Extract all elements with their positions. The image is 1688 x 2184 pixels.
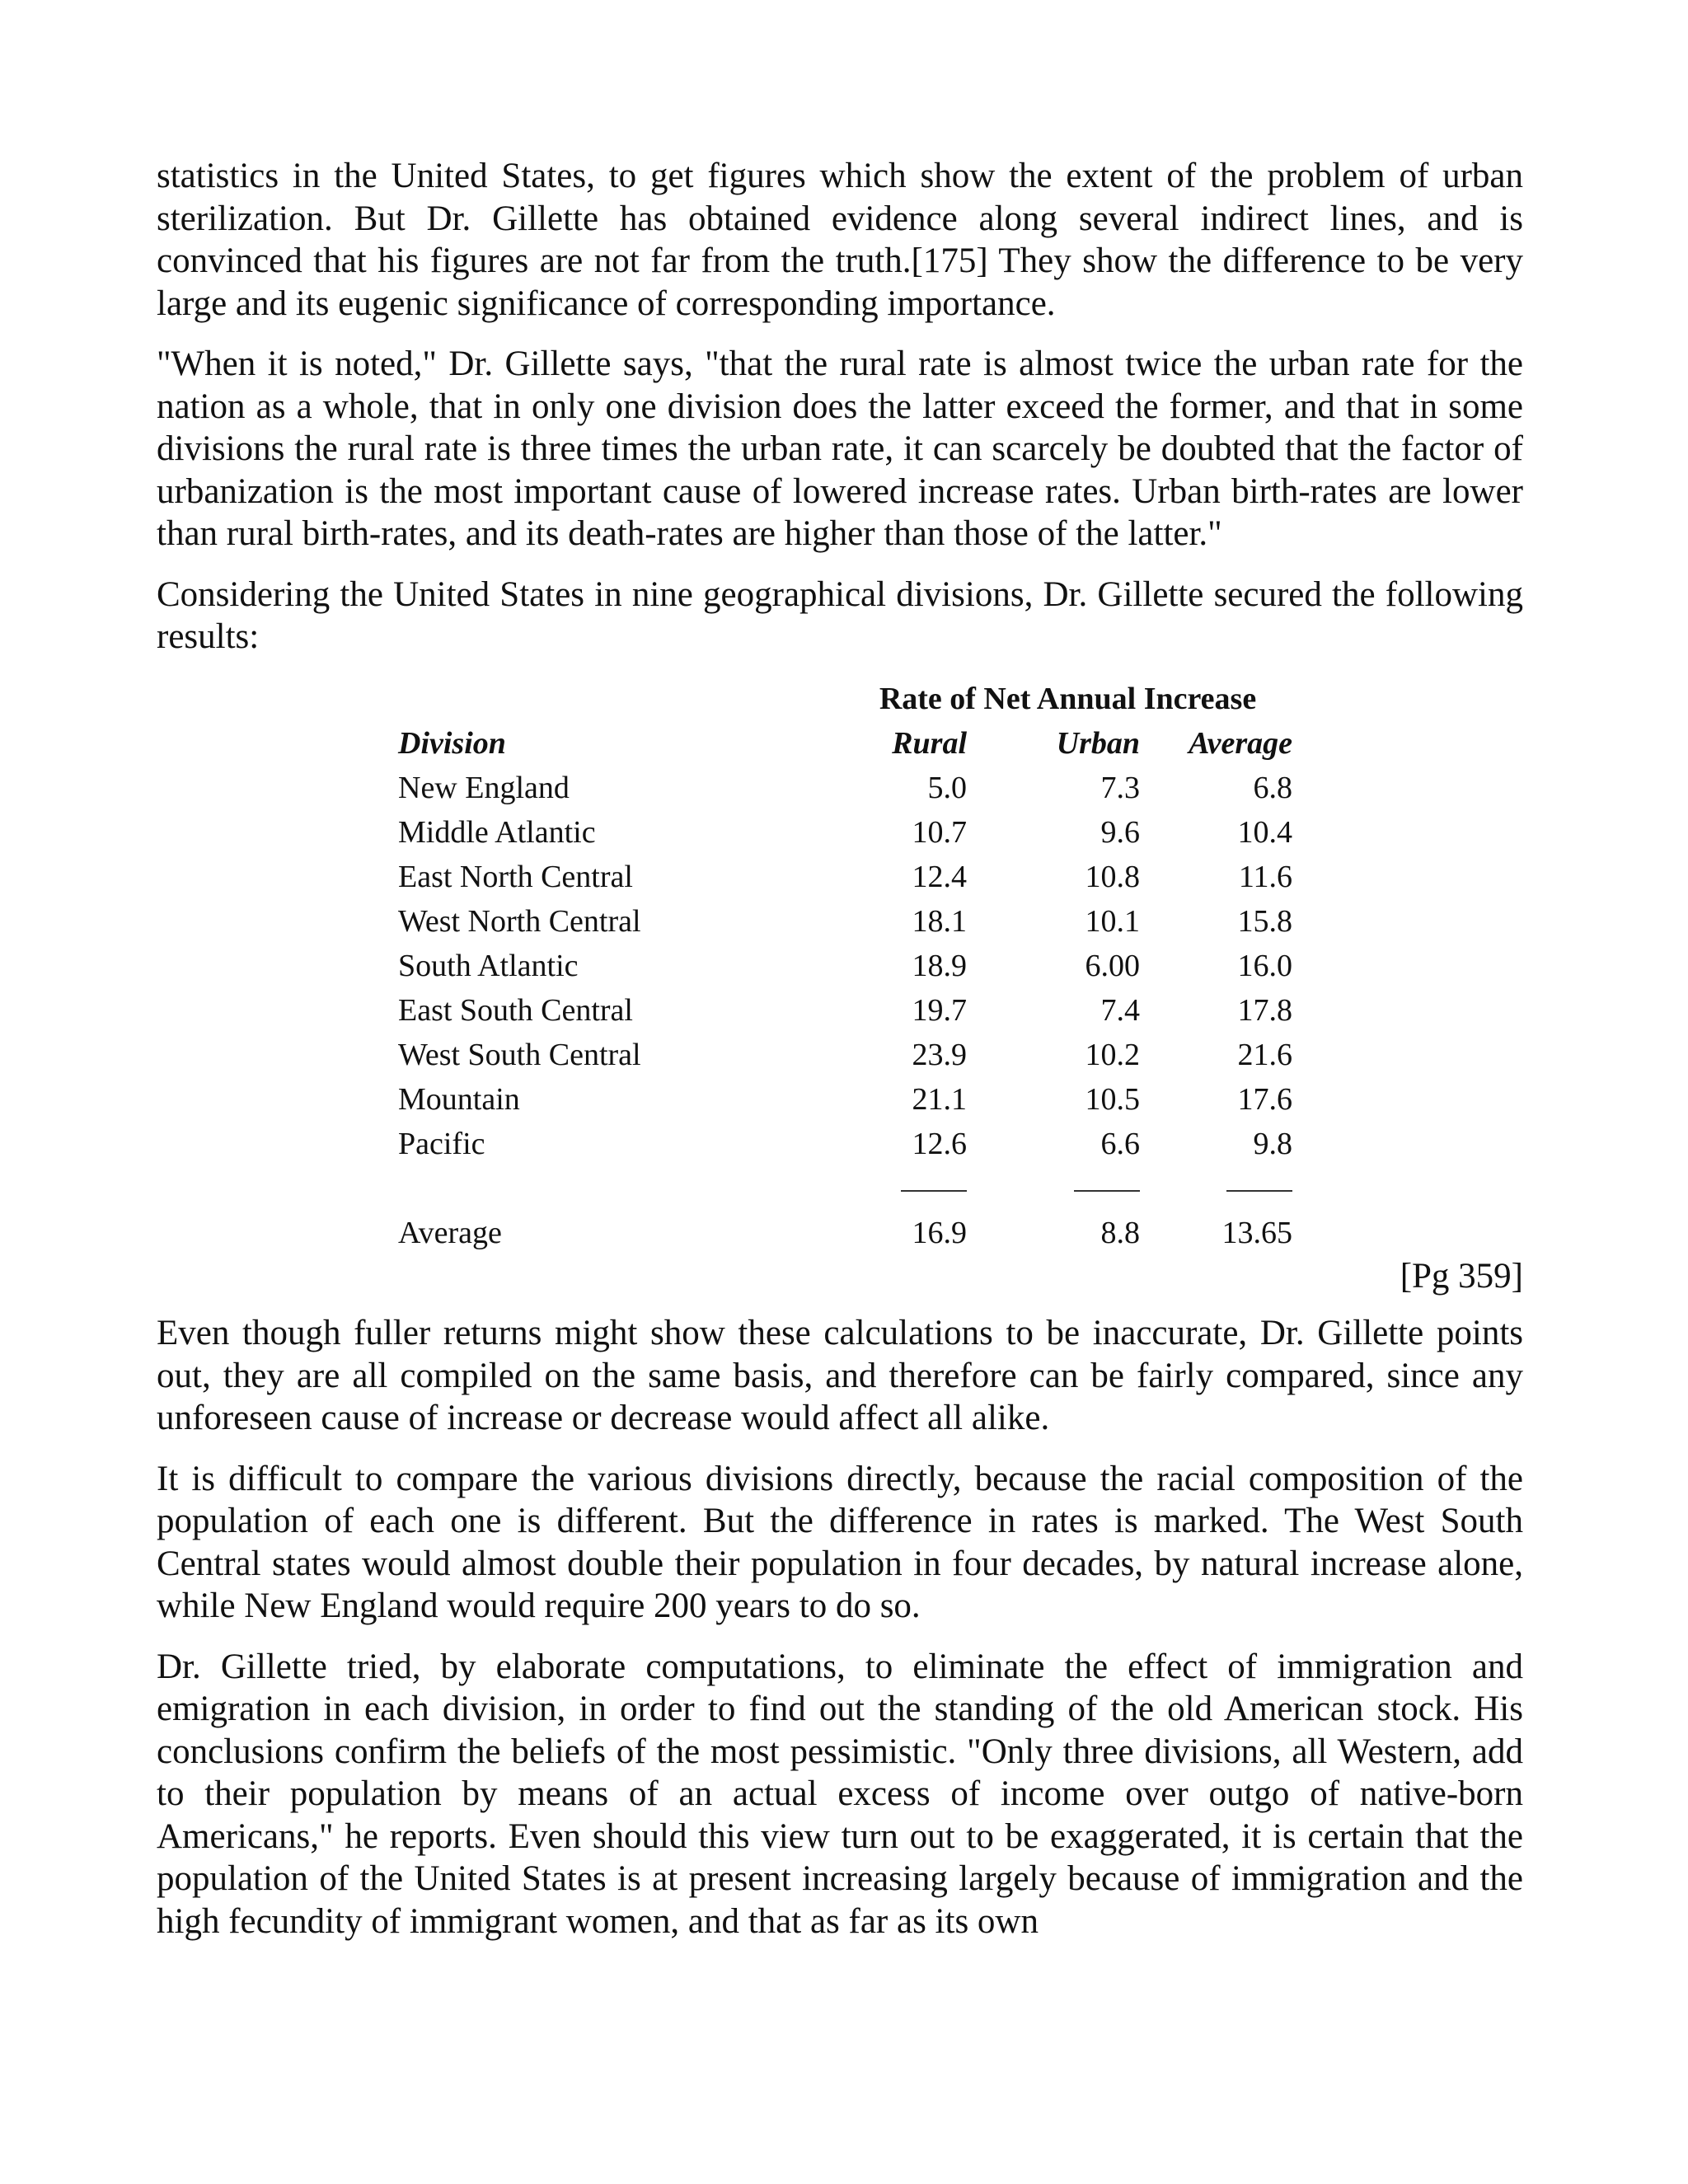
cell-urban: 10.5 (1085, 1081, 1140, 1117)
cell-average: 16.0 (1237, 948, 1293, 983)
table-rule-row (398, 1166, 1292, 1211)
cell-average: 15.8 (1237, 903, 1293, 939)
header-division: Division (398, 725, 506, 761)
column-rule (901, 1190, 967, 1192)
cell-rural: 12.6 (912, 1126, 967, 1161)
cell-urban: 6.6 (1100, 1126, 1140, 1161)
rates-table-container (398, 677, 1292, 1255)
cell-urban: 8.8 (1100, 1215, 1140, 1250)
column-rule (1226, 1190, 1292, 1192)
paragraph: Even though fuller returns might show these calculations to be inaccurate, Dr. Gillette points out, they are all compiled on the same basis, and therefore can be fairly compared, since any unforeseen cause of increase or decrease would affect all alike. (157, 1314, 1523, 1437)
cell-urban: 7.4 (1100, 992, 1140, 1028)
document-page (157, 155, 1523, 1961)
cell-division: South Atlantic (398, 948, 579, 983)
cell-rural: 10.7 (912, 814, 967, 850)
table-caption: Rate of Net Annual Increase (879, 681, 1257, 716)
table-row (398, 1122, 1292, 1166)
cell-division: Pacific (398, 1126, 485, 1161)
cell-rural: 16.9 (912, 1215, 967, 1250)
table-row (398, 988, 1292, 1033)
cell-division: Average (398, 1215, 502, 1250)
cell-rural: 12.4 (912, 859, 967, 894)
cell-urban: 9.6 (1100, 814, 1140, 850)
table-row (398, 766, 1292, 810)
cell-rural: 18.1 (912, 903, 967, 939)
cell-urban: 10.8 (1085, 859, 1140, 894)
paragraph: Dr. Gillette tried, by elaborate computations, to eliminate the effect of immigration and emigration in each division, in order to find out the standing of the old American stock. His conclusions confirm the beliefs of the most pessimistic. "Only three divisions, all Western, add to their population by means of an actual excess of income over outgo of native-born Americans," he reports. Even should this view turn out to be exaggerated, it is certain that the population of the United States is at present increasing largely because of immigration and the high fecundity of immigrant women, and that as far as its own (157, 1647, 1523, 1941)
header-urban: Urban (1056, 725, 1140, 761)
cell-average: 10.4 (1237, 814, 1293, 850)
table-row (398, 1033, 1292, 1077)
cell-urban: 6.00 (1085, 948, 1140, 983)
header-rural: Rural (892, 725, 967, 761)
cell-average: 9.8 (1253, 1126, 1293, 1161)
table-row (398, 810, 1292, 855)
cell-division: Mountain (398, 1081, 520, 1117)
cell-urban: 10.1 (1085, 903, 1140, 939)
cell-rural: 23.9 (912, 1037, 967, 1072)
cell-division: West South Central (398, 1037, 641, 1072)
cell-division: East North Central (398, 859, 633, 894)
cell-average: 13.65 (1221, 1215, 1293, 1250)
cell-average: 21.6 (1237, 1037, 1293, 1072)
cell-rural: 21.1 (912, 1081, 967, 1117)
cell-rural: 18.9 (912, 948, 967, 983)
cell-division: New England (398, 770, 570, 805)
cell-average: 11.6 (1238, 859, 1293, 894)
header-average: Average (1189, 725, 1293, 761)
cell-average: 17.6 (1237, 1081, 1293, 1117)
rates-table (398, 677, 1292, 1255)
paragraph: statistics in the United States, to get figures which show the extent of the problem of urban sterilization. But Dr. Gillette has obtained evidence along several indirect lines, and is convinced that his figures are not far from the truth.[175] They show the difference to be very large and its eugenic significance of corresponding importance. (157, 157, 1523, 323)
table-header-row (398, 721, 1292, 766)
cell-average: 6.8 (1253, 770, 1293, 805)
table-row (398, 855, 1292, 899)
column-rule (1074, 1190, 1140, 1192)
cell-rural: 19.7 (912, 992, 967, 1028)
cell-division: Middle Atlantic (398, 814, 596, 850)
table-caption-row (398, 677, 1292, 721)
cell-division: West North Central (398, 903, 641, 939)
paragraph: It is difficult to compare the various divisions directly, because the racial composition of the population of each one is different. But the difference in rates is marked. The West South Central states would almost double their population in four decades, by natural increase alone, while New England would require 200 years to do so. (157, 1459, 1523, 1625)
table-row (398, 1077, 1292, 1122)
paragraph: "When it is noted," Dr. Gillette says, "that the rural rate is almost twice the urban rate for the nation as a whole, that in only one division does the latter exceed the former, and that in some divisions the rural rate is three times the urban rate, it can scarcely be doubted that the factor of urbanization is the most important cause of lowered increase rates. Urban birth-rates are lower than rural birth-rates, and its death-rates are higher than those of the latter." (157, 344, 1523, 553)
cell-urban: 7.3 (1100, 770, 1140, 805)
cell-rural: 5.0 (927, 770, 967, 805)
cell-average: 17.8 (1237, 992, 1293, 1028)
page-number-marker: [Pg 359] (1400, 1256, 1523, 1296)
table-row (398, 944, 1292, 988)
cell-urban: 10.2 (1085, 1037, 1140, 1072)
paragraph: Considering the United States in nine geographical divisions, Dr. Gillette secured the following results: (157, 574, 1523, 656)
table-row (398, 899, 1292, 944)
table-total-row (398, 1211, 1292, 1255)
cell-division: East South Central (398, 992, 633, 1028)
